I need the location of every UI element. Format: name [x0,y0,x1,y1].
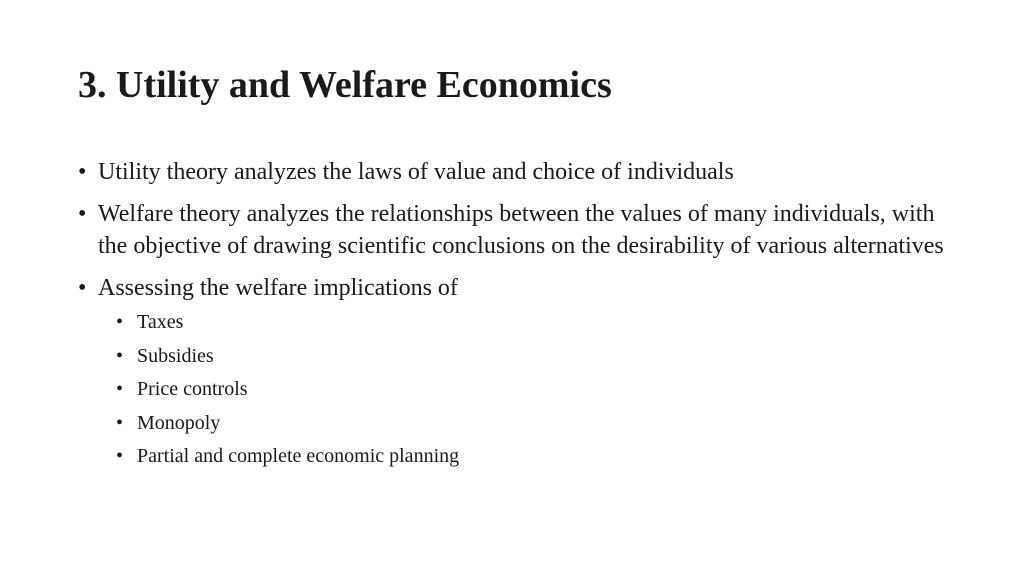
bullet-item [76,156,956,188]
bullet-text: • Assessing the welfare implications of [98,275,458,301]
sub-bullet-item: • Taxes [98,306,956,340]
sub-bullet-item: • Price controls [98,373,956,407]
bullet-text: • Utility theory analyzes the laws of value and choice of individuals [98,159,734,185]
sub-bullet-item: • Partial and complete economic planning [98,440,956,474]
bullet-item [76,272,956,474]
bullet-list [76,156,956,484]
bullet-item [76,198,956,262]
sub-bullet-item: • Monopoly [98,407,956,441]
sub-bullet-item: • Subsidies [98,340,956,374]
sub-bullet-list [98,306,956,474]
slide-title: 3. Utility and Welfare Economics [78,64,612,106]
bullet-text: • Welfare theory analyzes the relationships between the values of many individuals, with the objective of drawing scientific conclusions on the desirability of various alternatives [98,201,944,259]
